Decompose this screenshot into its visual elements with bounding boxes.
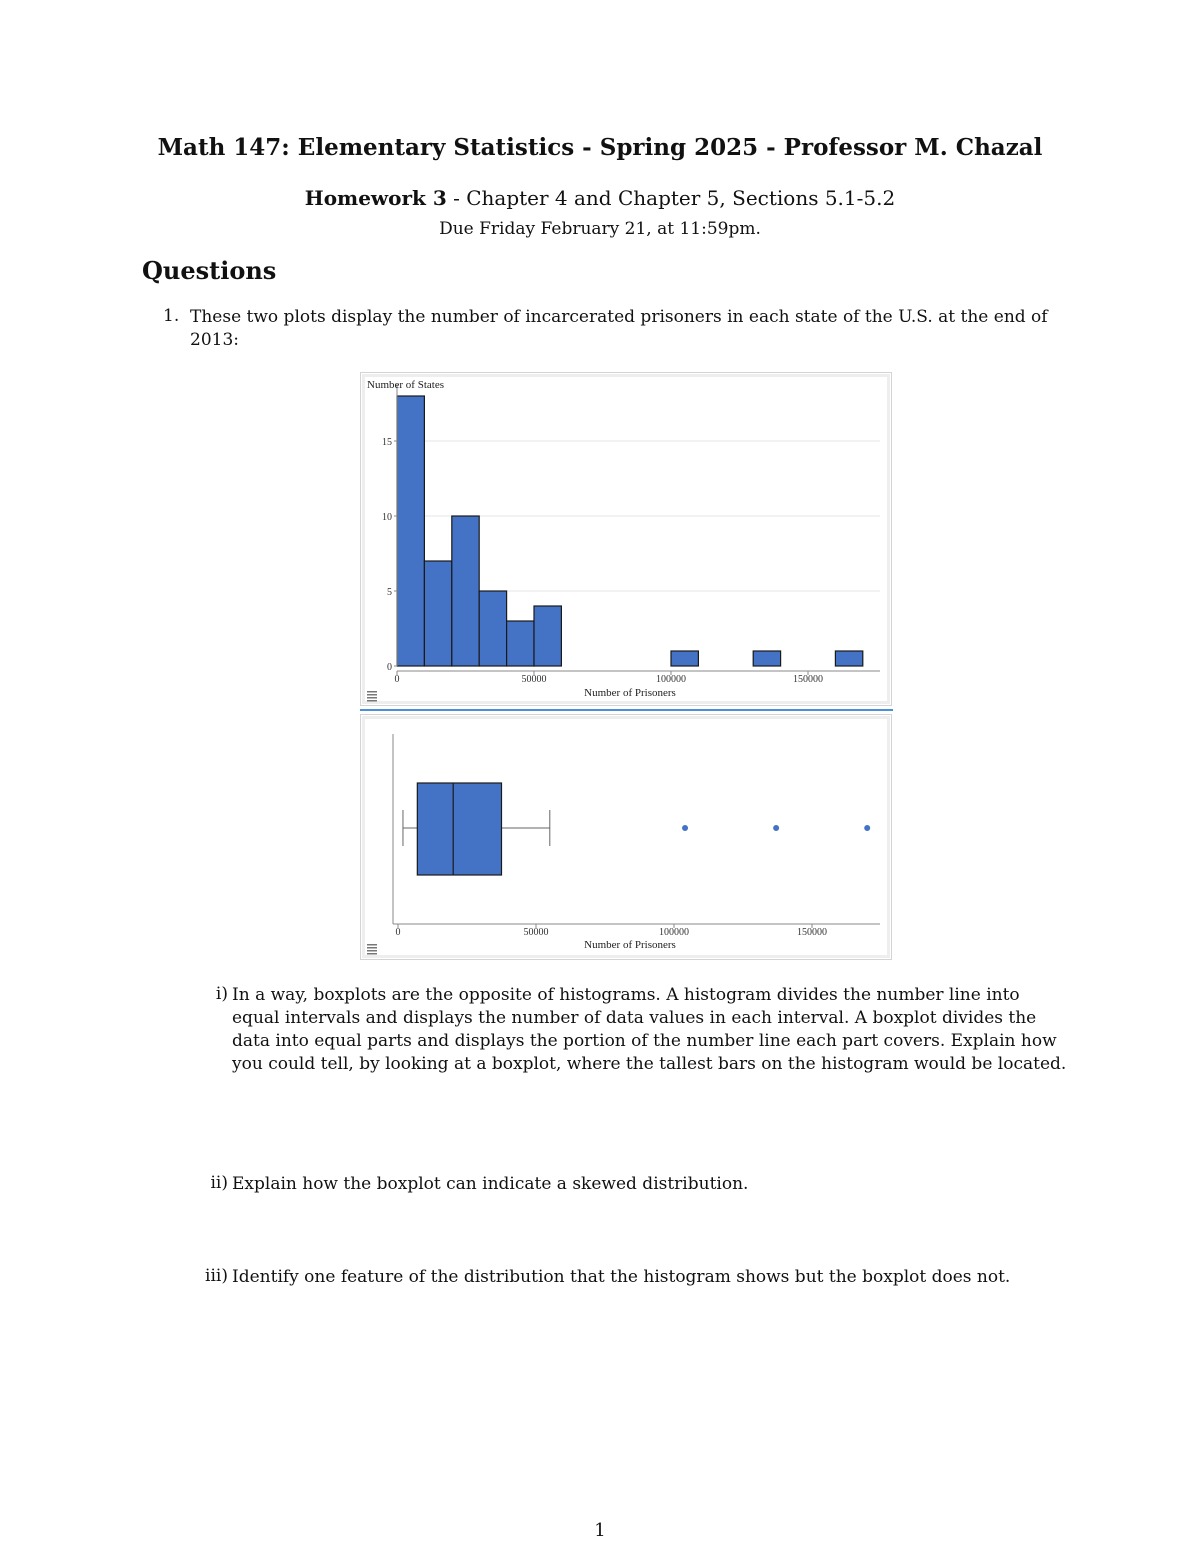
histogram-bar: [835, 651, 862, 666]
histogram-bar: [397, 396, 424, 666]
subquestion-label-ii: ii): [210, 1173, 228, 1193]
boxplot-x-tick-label: 100000: [659, 927, 689, 938]
boxplot-x-axis-label: Number of Prisoners: [584, 939, 676, 951]
histogram-bar: [671, 651, 698, 666]
charts-figure: [360, 372, 894, 962]
boxplot-outlier: [682, 825, 688, 831]
subquestion-text-ii: Explain how the boxplot can indicate a skewed distribution.: [232, 1174, 749, 1194]
question-text: These two plots display the number of incarcerated prisoners in each state of the U.S. at the end of 2013:: [190, 307, 1048, 350]
homework-subtitle: [0, 186, 1200, 210]
histogram-bar: [753, 651, 780, 666]
boxplot-x-tick-label: 150000: [797, 927, 827, 938]
boxplot-x-tick-label: 0: [395, 927, 401, 938]
histogram-x-axis-label: Number of Prisoners: [584, 687, 676, 699]
histogram-x-tick-label: 100000: [656, 674, 686, 685]
subquestion-text-iii: Identify one feature of the distribution that the histogram shows but the boxplot does not.: [232, 1267, 1011, 1287]
boxplot-outlier: [773, 825, 779, 831]
histogram-x-tick-label: 0: [394, 674, 400, 685]
homework-chapters: - Chapter 4 and Chapter 5, Sections 5.1-5.2: [446, 186, 896, 210]
boxplot-x-tick-label: 50000: [523, 927, 549, 938]
subquestion-label-iii: iii): [205, 1266, 228, 1286]
section-heading: Questions: [142, 256, 277, 285]
question-number: 1.: [163, 306, 180, 326]
subquestion-text-i: In a way, boxplots are the opposite of histograms. A histogram divides the number line into equal intervals and displays the number of data values in each interval. A boxplot divides the data into equal parts and displays the portion of the number line each part covers. Explain how you could tell, by looking at a boxplot, where the tallest bars on the histogram would be located.: [232, 985, 1067, 1074]
due-date: Due Friday February 21, at 11:59pm.: [439, 219, 761, 239]
histogram-y-tick-label: 10: [382, 512, 392, 523]
boxplot-box: [417, 783, 501, 875]
histogram-bar: [479, 591, 506, 666]
histogram-bar: [452, 516, 479, 666]
histogram-y-axis-label: Number of States: [367, 379, 444, 391]
histogram-x-tick-label: 50000: [521, 674, 547, 685]
histogram-bar: [507, 621, 534, 666]
histogram-y-tick-label: 5: [387, 587, 392, 598]
boxplot-outlier: [864, 825, 870, 831]
page-number: 1: [594, 1520, 606, 1541]
homework-label: Homework 3: [304, 186, 447, 210]
histogram-bar: [534, 606, 561, 666]
histogram-y-tick-label: 0: [387, 662, 392, 673]
histogram-bar: [424, 561, 451, 666]
document-title: Math 147: Elementary Statistics - Spring 2025 - Professor M. Chazal: [157, 134, 1043, 161]
histogram-y-tick-label: 15: [382, 437, 392, 448]
histogram-x-tick-label: 150000: [793, 674, 823, 685]
subquestion-label-i: i): [215, 984, 228, 1004]
